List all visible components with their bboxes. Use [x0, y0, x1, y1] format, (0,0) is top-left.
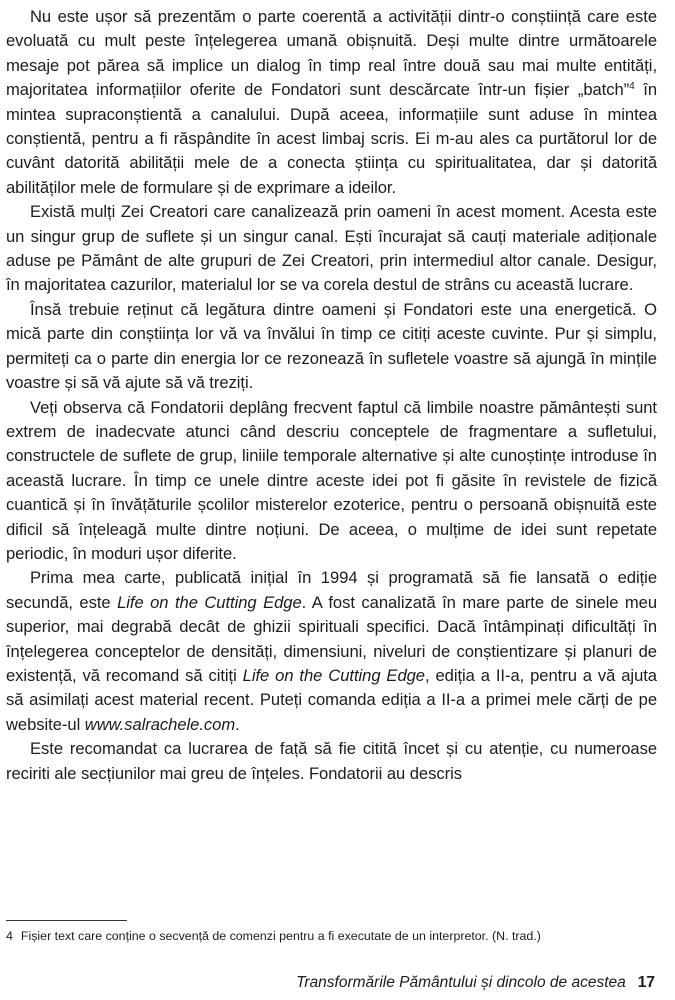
text-run: în mintea supraconștientă a canalului. După aceea, informațiile sunt aduse în mintea conștientă, pentru a fi răspândite în acest limbaj scris. Ei m-au ales ca purtătorul lor de cuvânt datorită abilității mele de a conecta știința cu spiritualitatea, dar și datorită abilităților mele de formulare și de exprimare a ideilor.	[6, 80, 657, 197]
paragraph	[6, 566, 657, 737]
text-run: Există mulți Zei Creatori care canalizează prin oameni în acest moment. Acesta este un singur grup de suflete și un singur canal. Ești încurajat să cauți materiale adiționale aduse pe Pământ de alte grupuri de Zei Creatori, prin intermediul altor canale. Desigur, în majoritatea cazurilor, materialul lor se va corela destul de strâns cu această lucrare.	[6, 202, 657, 295]
italic-text: Life on the Cutting Edge	[117, 592, 302, 612]
paragraph	[6, 5, 657, 200]
running-footer	[296, 973, 655, 993]
page-number: 17	[637, 974, 655, 991]
text-run: . A fost canalizată în mare parte de sinele meu superior, mai degrabă decât de ghizii spirituali specifici. Dacă întâmpinați dificultăți în înțelegerea conceptelor de densități, dimensiuni, niveluri de conștientizare și planuri de existență, vă recomand să citiți	[6, 592, 657, 685]
paragraph	[6, 298, 657, 396]
footnote-divider	[6, 920, 127, 921]
text-run: , ediția a II-a, pentru a vă ajuta să asimilați acest material recent. Puteți comanda ediția a II-a a primei mele cărți de pe website-ul	[6, 665, 657, 734]
footnote	[6, 928, 657, 945]
paragraph	[6, 200, 657, 298]
paragraph	[6, 396, 657, 567]
paragraph	[6, 737, 657, 786]
italic-text: Life on the Cutting Edge	[242, 665, 425, 685]
text-run: Însă trebuie reținut că legătura dintre oameni și Fondatori este una energetică. O mică parte din conștiința lor vă va învălui în timp ce citiți aceste cuvinte. Pur și simplu, permiteți ca o parte din energia lor ce rezonează în sufletele voastre să ajungă în mințile voastre și să vă ajute să vă treziți.	[6, 299, 657, 393]
text-run: Nu este ușor să prezentăm o parte coerentă a activității dintr-o conștiință care este evoluată cu mult peste înțelegerea umană obișnuită. Deși multe dintre următoarele mesaje pot părea să implice un dialog în timp real între două sau mai multe entități, majoritatea informațiilor oferite de Fondatori sunt descărcate într-un fișier „batch”	[6, 7, 657, 100]
footnote-reference: 4	[629, 81, 635, 93]
body-text	[6, 5, 657, 786]
text-run: .	[235, 714, 240, 734]
text-run: Este recomandat ca lucrarea de față să fie citită încet și cu atenție, cu numeroase reciriti ale secțiunilor mai greu de înțeles. Fondatorii au descris	[6, 739, 657, 783]
text-run: Prima mea carte, publicată inițial în 1994 și programată să fie lansată o ediție secundă, este	[6, 568, 657, 612]
text-run: Veți observa că Fondatorii deplâng frecvent faptul că limbile noastre pământești sunt extrem de inadecvate atunci când descriu conceptele de fragmentare a sufletului, constructele de suflete de grup, liniile temporale alternative și alte cunoștințe introduse în această lucrare. În timp ce unele dintre aceste idei pot fi găsite în revistele de fizică cuantică și în învățăturile școlilor misterelor ezoterice, pentru o persoană obișnuită este dificil să înțeleagă multe dintre noțiuni. De aceea, o mulțime de idei sunt repetate periodic, în moduri ușor diferite.	[6, 397, 657, 563]
book-title: Transformările Pământului și dincolo de acestea	[296, 974, 626, 991]
italic-text: www.salrachele.com	[84, 714, 236, 734]
footnote-text: Fișier text care conține o secvență de comenzi pentru a fi executate de un interpretor. (N. trad.)	[20, 929, 541, 943]
footnote-number: 4	[6, 929, 13, 943]
